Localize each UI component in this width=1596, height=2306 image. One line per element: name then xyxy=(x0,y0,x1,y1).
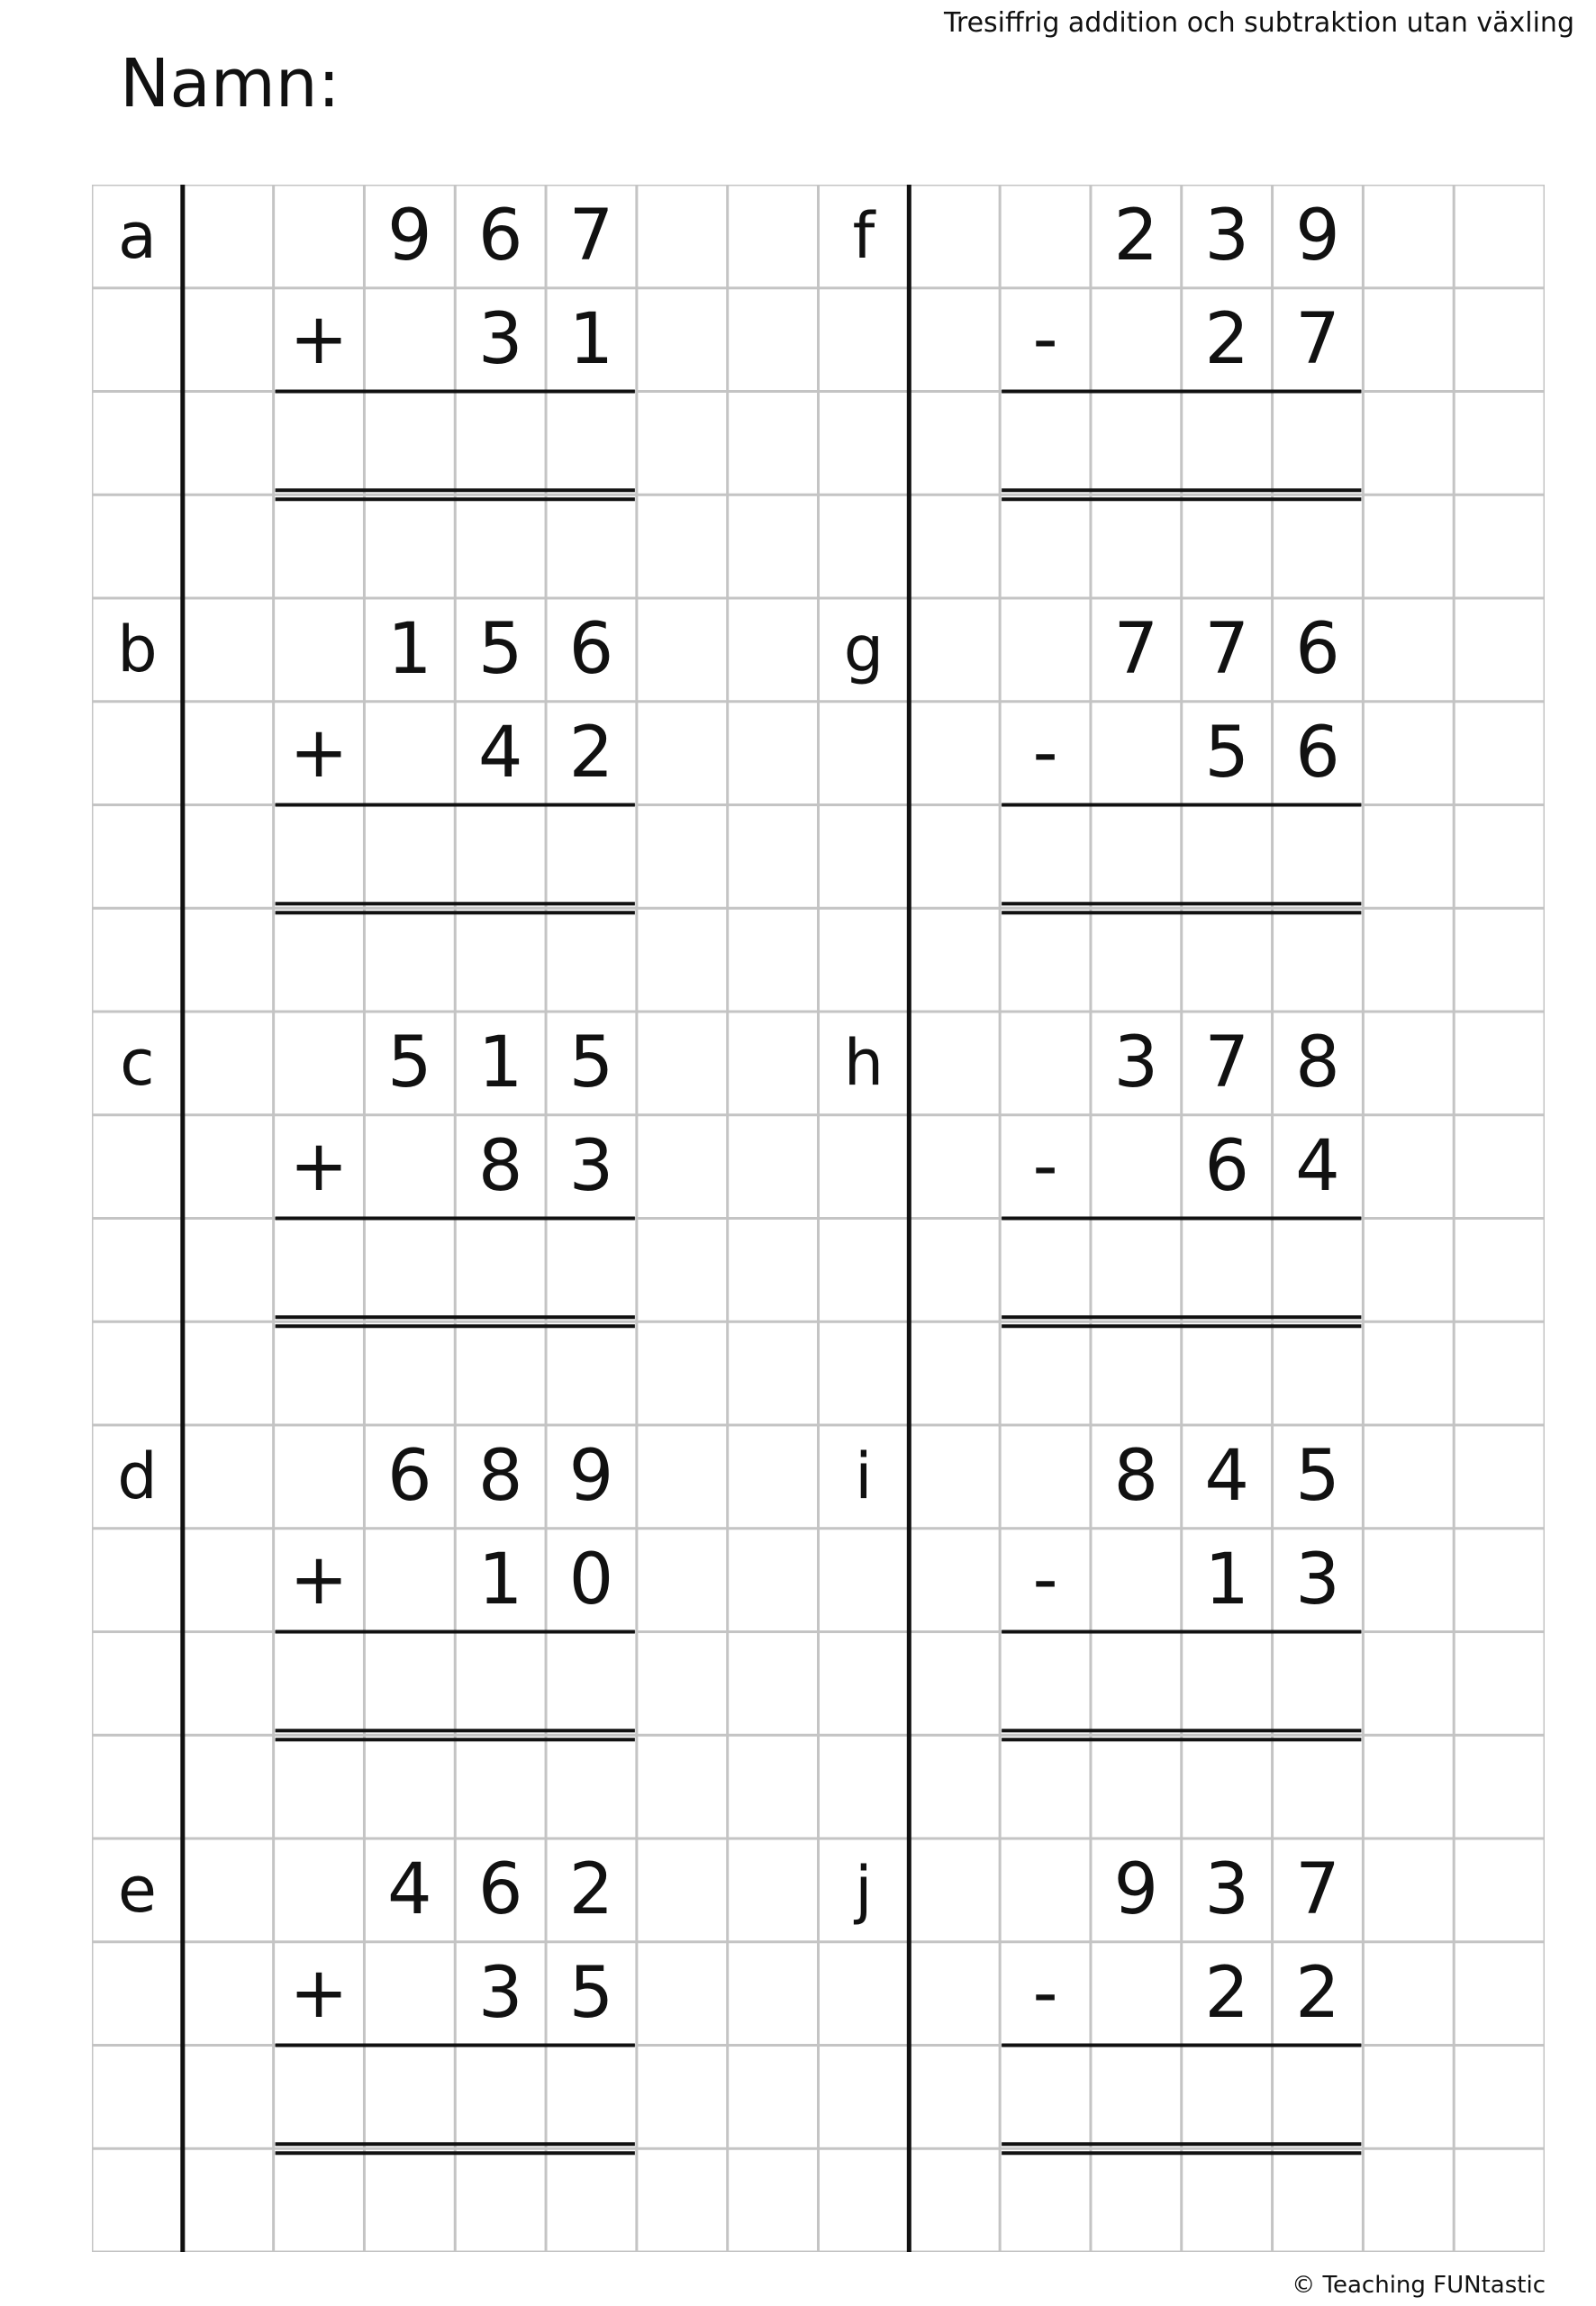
top-digit: 1 xyxy=(477,1022,523,1104)
top-digit: 6 xyxy=(1295,609,1340,691)
top-digit: 6 xyxy=(477,195,523,277)
top-digit: 9 xyxy=(1295,195,1340,277)
worksheet-grid xyxy=(92,185,1545,2252)
bottom-digit: 4 xyxy=(477,713,523,794)
top-digit: 7 xyxy=(1204,1022,1249,1104)
top-digit: 7 xyxy=(568,195,614,277)
top-digit: 7 xyxy=(1295,1849,1340,1931)
top-digit: 3 xyxy=(1204,195,1249,277)
bottom-digit: 5 xyxy=(1204,713,1249,794)
bottom-digit: 3 xyxy=(477,299,523,381)
problem-label-g: g xyxy=(843,613,884,687)
bottom-digit: 1 xyxy=(568,299,614,381)
bottom-digit: 1 xyxy=(477,1539,523,1621)
bottom-digit: 8 xyxy=(477,1126,523,1208)
bottom-digit: 5 xyxy=(568,1953,614,2035)
bottom-digit: 7 xyxy=(1295,299,1340,381)
top-digit: 2 xyxy=(1113,195,1159,277)
problem-label-b: b xyxy=(117,613,158,687)
name-label: Namn: xyxy=(120,45,340,123)
top-digit: 9 xyxy=(568,1436,614,1518)
plus-sign: + xyxy=(289,1953,349,2035)
bottom-digit: 0 xyxy=(568,1539,614,1621)
bottom-digit: 3 xyxy=(1295,1539,1340,1621)
top-digit: 9 xyxy=(1113,1849,1159,1931)
top-digit: 5 xyxy=(1295,1436,1340,1518)
top-digit: 7 xyxy=(1204,609,1249,691)
top-digit: 6 xyxy=(387,1436,432,1518)
top-digit: 4 xyxy=(387,1849,432,1931)
top-digit: 3 xyxy=(1113,1022,1159,1104)
top-digit: 6 xyxy=(568,609,614,691)
top-digit: 8 xyxy=(1113,1436,1159,1518)
bottom-digit: 2 xyxy=(1204,299,1249,381)
problem-label-h: h xyxy=(843,1026,884,1101)
plus-sign: + xyxy=(289,1126,349,1208)
plus-sign: + xyxy=(289,713,349,794)
minus-sign: - xyxy=(1032,299,1058,381)
plus-sign: + xyxy=(289,1539,349,1621)
minus-sign: - xyxy=(1032,713,1058,794)
copyright-footer: © Teaching FUNtastic xyxy=(1292,2272,1546,2299)
plus-sign: + xyxy=(289,299,349,381)
problem-label-e: e xyxy=(117,1853,157,1928)
bottom-digit: 6 xyxy=(1204,1126,1249,1208)
top-digit: 6 xyxy=(477,1849,523,1931)
bottom-digit: 3 xyxy=(568,1126,614,1208)
problem-label-f: f xyxy=(852,199,875,274)
top-digit: 5 xyxy=(387,1022,432,1104)
bottom-digit: 4 xyxy=(1295,1126,1340,1208)
bottom-digit: 1 xyxy=(1204,1539,1249,1621)
problem-label-i: i xyxy=(855,1439,873,1514)
top-digit: 9 xyxy=(387,195,432,277)
top-digit: 4 xyxy=(1204,1436,1249,1518)
top-digit: 3 xyxy=(1204,1849,1249,1931)
top-digit: 1 xyxy=(387,609,432,691)
top-digit: 2 xyxy=(568,1849,614,1931)
bottom-digit: 2 xyxy=(1204,1953,1249,2035)
bottom-digit: 6 xyxy=(1295,713,1340,794)
problem-label-c: c xyxy=(120,1026,155,1101)
minus-sign: - xyxy=(1032,1539,1058,1621)
minus-sign: - xyxy=(1032,1126,1058,1208)
top-digit: 5 xyxy=(477,609,523,691)
problem-label-d: d xyxy=(117,1439,158,1514)
problem-label-j: j xyxy=(855,1853,873,1928)
problem-label-a: a xyxy=(117,199,157,274)
page-title: Tresiffrig addition och subtraktion utan växling xyxy=(943,7,1574,39)
top-digit: 7 xyxy=(1113,609,1159,691)
bottom-digit: 2 xyxy=(1295,1953,1340,2035)
bottom-digit: 2 xyxy=(568,713,614,794)
bottom-digit: 3 xyxy=(477,1953,523,2035)
minus-sign: - xyxy=(1032,1953,1058,2035)
top-digit: 5 xyxy=(568,1022,614,1104)
top-digit: 8 xyxy=(1295,1022,1340,1104)
top-digit: 8 xyxy=(477,1436,523,1518)
